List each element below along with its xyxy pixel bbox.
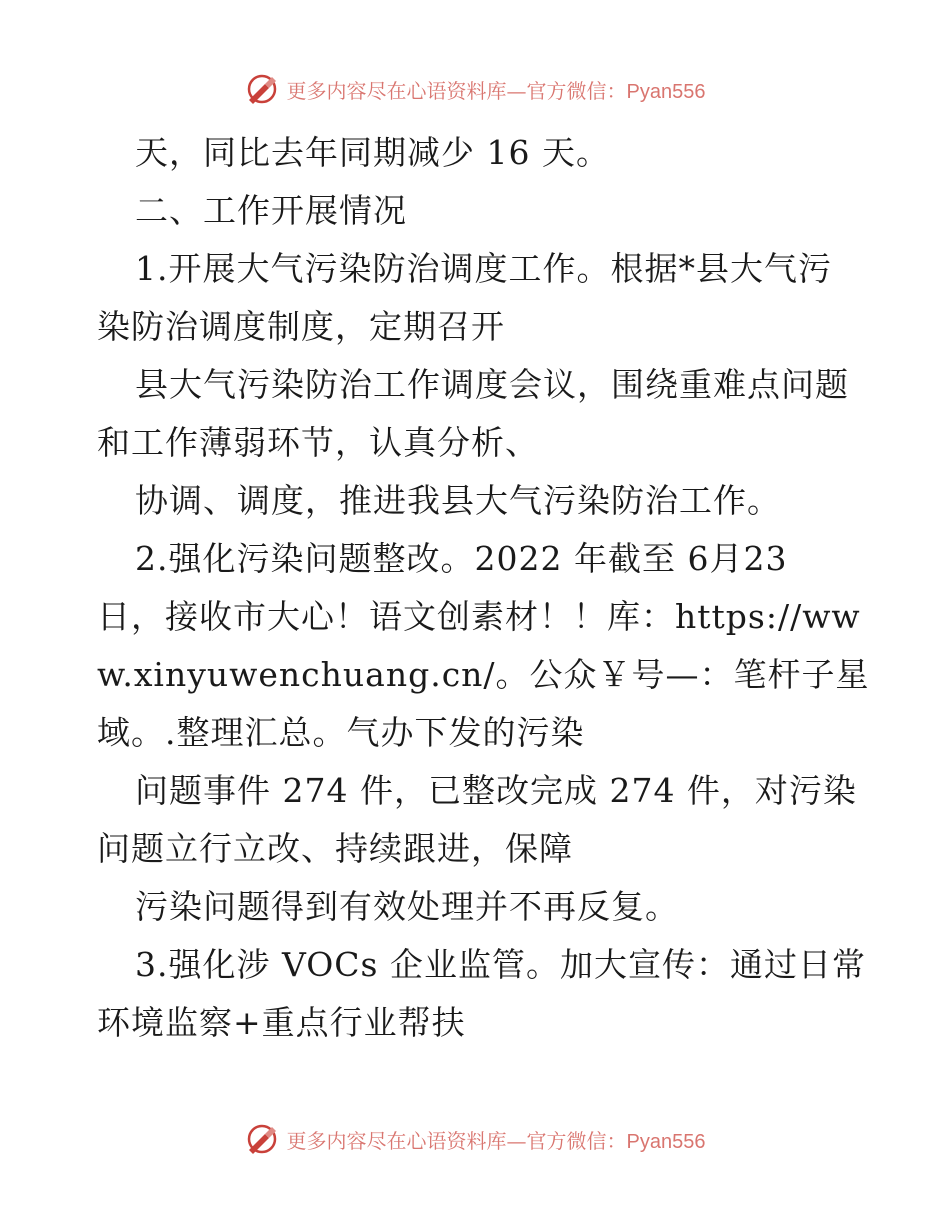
text-line: 县大气污染防治工作调度会议，围绕重难点问题 bbox=[135, 365, 849, 404]
pen-logo-icon bbox=[245, 72, 279, 106]
footer-watermark bbox=[0, 1122, 950, 1156]
text-line: 1.开展大气污染防治调度工作。根据*县大气污 bbox=[135, 249, 832, 288]
section-heading: 二、工作开展情况 bbox=[135, 191, 407, 230]
text-line: w.xinyuwenchuang.cn/。公众￥号—：笔杆子星 bbox=[97, 655, 870, 694]
text-line: 日，接收市大心！语文创素材！！库：https://ww bbox=[97, 597, 861, 636]
text-line: 环境监察+重点行业帮扶 bbox=[97, 1003, 466, 1042]
header-watermark bbox=[0, 72, 950, 106]
text-line: 天，同比去年同期减少 16 天。 bbox=[135, 133, 610, 172]
text-line: 和工作薄弱环节，认真分析、 bbox=[97, 423, 539, 462]
watermark-text: 更多内容尽在心语资料库—官方微信：Pyan556 bbox=[286, 78, 706, 103]
pen-logo-icon bbox=[245, 1122, 279, 1156]
text-line: 染防治调度制度，定期召开 bbox=[97, 307, 505, 346]
text-line: 问题立行立改、持续跟进，保障 bbox=[97, 829, 573, 868]
text-line: 3.强化涉 VOCs 企业监管。加大宣传：通过日常 bbox=[135, 945, 866, 984]
text-line: 域。.整理汇总。气办下发的污染 bbox=[97, 713, 585, 752]
watermark-text: 更多内容尽在心语资料库—官方微信：Pyan556 bbox=[286, 1128, 706, 1153]
document-body bbox=[0, 124, 950, 1052]
text-line: 问题事件 274 件，已整改完成 274 件，对污染 bbox=[135, 771, 857, 810]
text-line: 污染问题得到有效处理并不再反复。 bbox=[135, 887, 679, 926]
text-line: 2.强化污染问题整改。2022 年截至 6月23 bbox=[135, 539, 788, 578]
text-line: 协调、调度，推进我县大气污染防治工作。 bbox=[135, 481, 781, 520]
